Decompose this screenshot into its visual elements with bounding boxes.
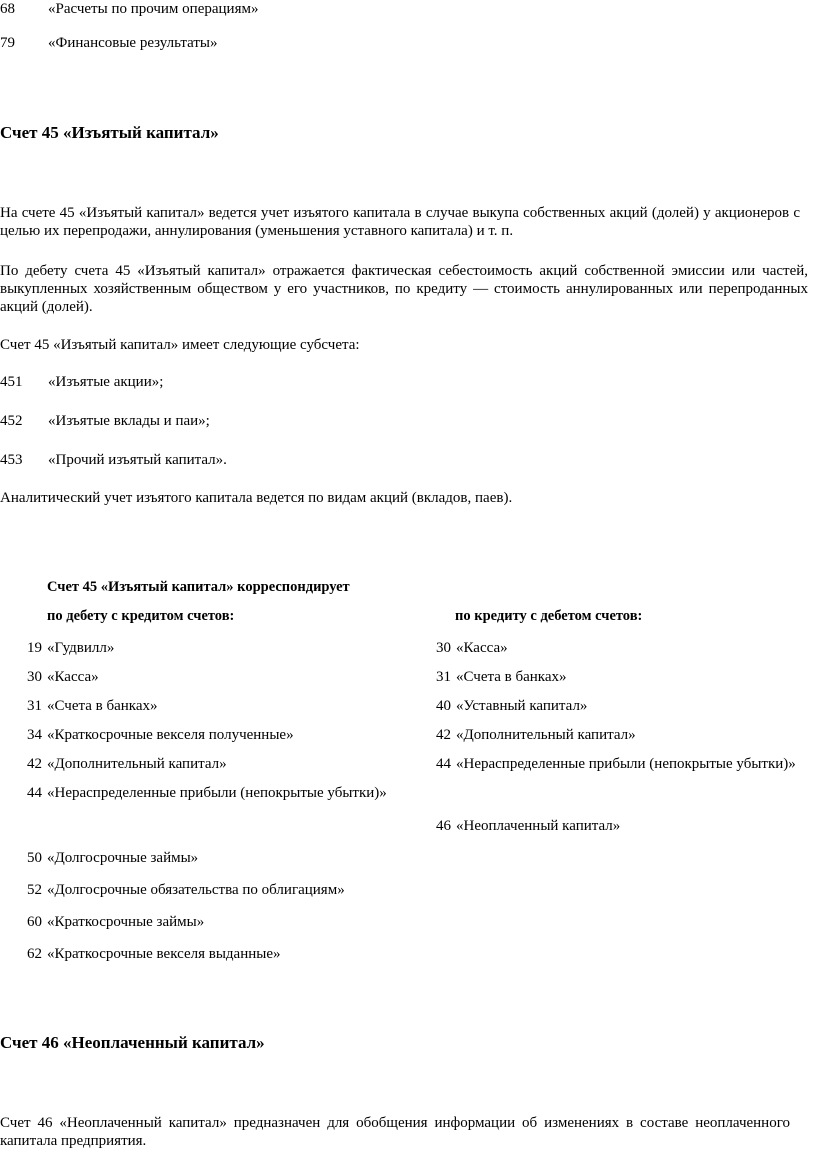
account-name: «Долгосрочные займы»: [47, 850, 199, 866]
credit-row: [436, 639, 508, 657]
debit-row: [27, 697, 158, 715]
list-item: [0, 34, 218, 52]
credit-row: [436, 668, 567, 686]
account-code: 34: [27, 727, 42, 743]
account-code: 44: [27, 785, 42, 801]
credit-row: [436, 817, 620, 835]
account-code: 31: [27, 698, 42, 714]
account-name: «Уставный капитал»: [456, 698, 588, 714]
account-code: 44: [436, 756, 451, 772]
account-name: «Краткосрочные векселя выданные»: [47, 946, 281, 962]
account-name: «Касса»: [47, 669, 99, 685]
account-code: 30: [436, 640, 451, 656]
debit-row: [27, 913, 204, 931]
subaccount-name: «Изъятые акции»;: [48, 374, 164, 390]
section-45-title: Счет 45 «Изъятый капитал»: [0, 123, 219, 142]
section-45-paragraph-3: Счет 45 «Изъятый капитал» имеет следующие субсчета:: [0, 337, 360, 353]
account-code: 42: [436, 727, 451, 743]
account-name: «Краткосрочные векселя полученные»: [47, 727, 294, 743]
debit-row: [27, 849, 198, 867]
account-code: 46: [436, 818, 451, 834]
account-name: «Счета в банках»: [47, 698, 158, 714]
subaccount-code: 452: [0, 413, 23, 429]
section-46-title: Счет 46 «Неоплаченный капитал»: [0, 1033, 265, 1052]
section-46-paragraph-1: Счет 46 «Неоплаченный капитал» предназначен для обобщения информации об изменениях в составе неоплаченного капитала предприятия.: [0, 1115, 790, 1149]
account-code: 31: [436, 669, 451, 685]
section-45-paragraph-2: По дебету счета 45 «Изъятый капитал» отражается фактическая себестоимость акций собственной эмиссии или частей, выкупленных хозяйственным обществом у его участников, по кредиту — стоимость аннулированных или перепроданных акций (долей).: [0, 263, 808, 315]
correspondence-title: Счет 45 «Изъятый капитал» корреспондирует: [47, 579, 350, 595]
debit-row: [27, 784, 387, 802]
credit-row: [436, 697, 587, 715]
credit-header: по кредиту с дебетом счетов:: [455, 608, 643, 624]
account-name: «Дополнительный капитал»: [456, 727, 636, 743]
list-item: [0, 373, 163, 391]
account-name: «Гудвилл»: [47, 640, 115, 656]
account-name: «Краткосрочные займы»: [47, 914, 205, 930]
debit-header: по дебету с кредитом счетов:: [47, 608, 235, 624]
account-name: «Долгосрочные обязательства по облигациям»: [47, 882, 345, 898]
account-name: «Расчеты по прочим операциям»: [48, 1, 259, 17]
account-code: 42: [27, 756, 42, 772]
account-code: 52: [27, 882, 42, 898]
account-code: 30: [27, 669, 42, 685]
debit-row: [27, 726, 294, 744]
section-45-paragraph-4: Аналитический учет изъятого капитала ведется по видам акций (вкладов, паев).: [0, 490, 513, 506]
debit-row: [27, 668, 99, 686]
subaccount-name: «Прочий изъятый капитал».: [48, 452, 227, 468]
account-code: 62: [27, 946, 42, 962]
account-name: «Нераспределенные прибыли (непокрытые убытки)»: [47, 785, 387, 801]
subaccount-code: 451: [0, 374, 23, 390]
account-name: «Неоплаченный капитал»: [456, 818, 621, 834]
debit-row: [27, 945, 281, 963]
account-name: «Финансовые результаты»: [48, 35, 218, 51]
account-name: «Дополнительный капитал»: [47, 756, 227, 772]
debit-row: [27, 755, 227, 773]
list-item: [0, 0, 258, 18]
account-name: «Касса»: [456, 640, 508, 656]
account-code: 60: [27, 914, 42, 930]
account-code: 50: [27, 850, 42, 866]
account-code: 68: [0, 1, 15, 17]
subaccount-code: 453: [0, 452, 23, 468]
list-item: [0, 451, 227, 469]
subaccount-name: «Изъятые вклады и паи»;: [48, 413, 210, 429]
account-code: 79: [0, 35, 15, 51]
debit-row: [27, 881, 345, 899]
account-code: 40: [436, 698, 451, 714]
credit-row: [436, 726, 636, 744]
credit-row: [436, 755, 796, 773]
account-code: 19: [27, 640, 42, 656]
account-name: «Нераспределенные прибыли (непокрытые убытки)»: [456, 756, 796, 772]
debit-row: [27, 639, 114, 657]
list-item: [0, 412, 210, 430]
account-name: «Счета в банках»: [456, 669, 567, 685]
section-45-paragraph-1: На счете 45 «Изъятый капитал» ведется учет изъятого капитала в случае выкупа собственных акций (долей) у акционеров с целью их перепродажи, аннулирования (уменьшения уставного капитала) и т. п.: [0, 205, 800, 239]
